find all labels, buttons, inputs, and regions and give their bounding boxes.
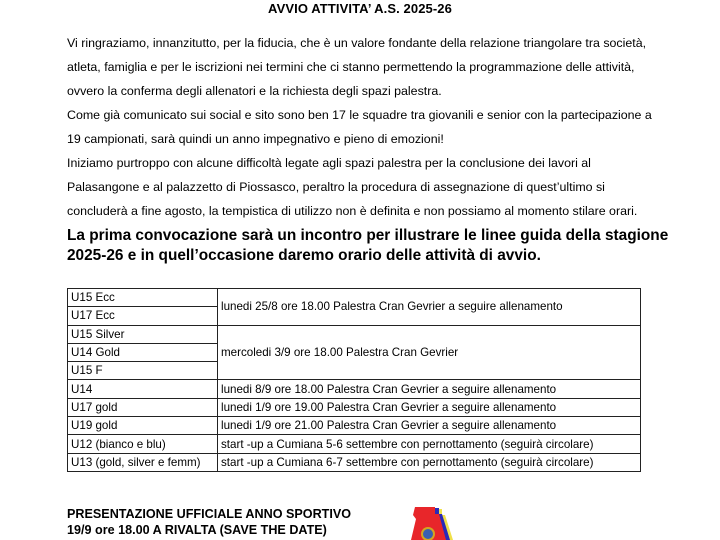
team-cell: U13 (gold, silver e femm) [68,453,218,471]
logo-ball [423,529,433,539]
table-row [68,380,641,398]
team-cell: U15 Silver [68,325,218,343]
document-title: AVVIO ATTIVITA’ A.S. 2025-26 [268,1,452,16]
table-row [68,453,641,471]
team-cell: U14 [68,380,218,398]
schedule-info-cell: lunedi 1/9 ore 21.00 Palestra Cran Gevrier a seguire allenamento [218,417,641,435]
highlight-line: La prima convocazione sarà un incontro per illustrare le linee guida della stagione [67,227,669,244]
schedule-info-cell: start -up a Cumiana 5-6 settembre con pernottamento (seguirà circolare) [218,435,641,453]
table-row [68,435,641,453]
schedule-info-cell: mercoledi 3/9 ore 18.00 Palestra Cran Gevrier [218,325,641,380]
highlight-line: 2025-26 e in quell’occasione daremo orario delle attività di avvio. [67,246,541,264]
intro-line: ovvero la conferma degli allenatori e la richiesta degli spazi palestra. [67,84,442,98]
intro-line: concluderà a fine agosto, la tempistica di utilizzo non è definita e non possiamo al momento stilare orari. [67,204,638,218]
team-cell: U19 gold [68,417,218,435]
intro-line: Palasangone e al palazzetto di Piossasco, peraltro la procedura di assegnazione di quest’ultimo si [67,180,605,194]
intro-line: Iniziamo purtroppo con alcune difficoltà legate agli spazi palestra per la conclusione dei lavori al [67,156,591,170]
intro-line: 19 campionati, sarà quindi un anno impegnativo e pieno di emozioni! [67,132,444,146]
team-cell: U17 Ecc [68,307,218,325]
highlight-announcement [67,226,707,265]
schedule-table [67,288,641,472]
intro-line: atleta, famiglia e per le iscrizioni nei termini che ci stanno permettendo la programmazione delle attività, [67,60,635,74]
table-row [68,417,641,435]
schedule-info-cell: lunedi 8/9 ore 18.00 Palestra Cran Gevrier a seguire allenamento [218,380,641,398]
table-row [68,325,641,343]
schedule-info-cell: lunedi 1/9 ore 19.00 Palestra Cran Gevrier a seguire allenamento [218,398,641,416]
team-cell: U17 gold [68,398,218,416]
team-cell: U14 Gold [68,343,218,361]
presentation-date-line: 19/9 ore 18.00 A RIVALTA (SAVE THE DATE) [67,523,327,537]
table-row [68,289,641,307]
intro-line: Come già comunicato sui social e sito sono ben 17 le squadre tra giovanili e senior con la partecipazione a [67,108,652,122]
team-cell: U15 Ecc [68,289,218,307]
presentation-announcement [67,506,351,538]
team-cell: U15 F [68,362,218,380]
intro-line: Vi ringraziamo, innanzitutto, per la fiducia, che è un valore fondante della relazione triangolare tra società, [67,36,647,50]
intro-paragraph [67,31,667,223]
club-logo-icon [405,505,455,540]
table-row [68,398,641,416]
team-cell: U12 (bianco e blu) [68,435,218,453]
schedule-info-cell: start -up a Cumiana 6-7 settembre con pernottamento (seguirà circolare) [218,453,641,471]
presentation-line: PRESENTAZIONE UFFICIALE ANNO SPORTIVO [67,507,352,521]
schedule-info-cell: lunedi 25/8 ore 18.00 Palestra Cran Gevrier a seguire allenamento [218,289,641,326]
